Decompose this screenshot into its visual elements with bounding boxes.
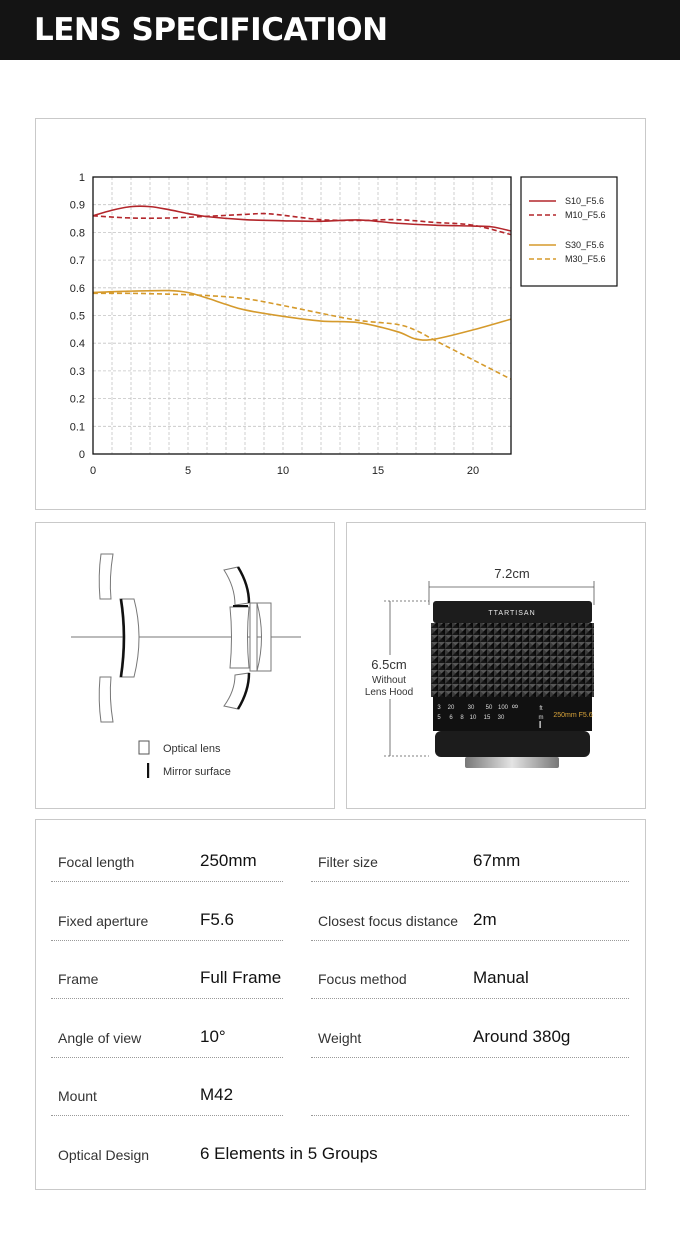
spec-value: M42 <box>200 1085 234 1105</box>
spec-value: Manual <box>473 968 529 988</box>
x-tick-label: 0 <box>89 465 97 477</box>
height-note-line-1: Without <box>372 675 406 686</box>
mirror-surface-label: Mirror surface <box>163 766 231 778</box>
scale-unit-m: m <box>538 715 544 721</box>
spec-divider <box>51 1115 283 1116</box>
scale-feet-mark: 20 <box>447 705 455 711</box>
spec-label: Closest focus distance <box>318 912 459 929</box>
x-tick-label: 20 <box>466 465 480 477</box>
spec-divider <box>311 940 629 941</box>
spec-value: Full Frame <box>200 968 282 988</box>
optical-diagram-panel <box>35 522 335 809</box>
spec-divider <box>51 940 283 941</box>
spec-label: Filter size <box>318 854 378 870</box>
scale-feet-mark: ∞ <box>511 701 519 711</box>
width-dimension-label: 7.2cm <box>494 566 530 581</box>
spec-divider <box>311 998 629 999</box>
y-tick-label: 0.5 <box>69 310 85 323</box>
spec-table <box>35 819 646 1190</box>
lens-brand-label: TTARTISAN <box>488 610 536 617</box>
spec-label: Focus method <box>318 971 407 988</box>
y-tick-label: 0.4 <box>69 338 85 351</box>
focus-index-mark <box>540 721 541 728</box>
mtf-chart-panel <box>35 118 646 510</box>
y-tick-label: 0.3 <box>69 365 85 378</box>
scale-meters-mark: 30 <box>497 715 505 721</box>
mtf-chart <box>36 119 645 509</box>
lens-focus-ring <box>431 623 594 697</box>
front-lower-lens-icon <box>99 677 113 722</box>
y-tick-label: 0.8 <box>69 227 85 240</box>
page-header <box>0 0 680 60</box>
spec-label: Mount <box>58 1088 97 1105</box>
lens-photo-panel <box>346 522 646 809</box>
spec-value: 2m <box>473 909 497 929</box>
spec-label: Focal length <box>58 854 135 870</box>
lens-model-label: 250mm F5.6 <box>553 712 593 719</box>
page-title: LENS SPECIFICATION <box>34 12 388 48</box>
spec-label: Frame <box>58 971 99 988</box>
spec-value: Around 380g <box>473 1026 571 1046</box>
rear-cemented-lens-icon <box>250 603 257 671</box>
scale-meters-mark: 15 <box>483 715 491 721</box>
scale-meters-mark: 6 <box>449 715 453 721</box>
spec-divider <box>51 881 283 882</box>
front-upper-lens-icon <box>99 554 113 599</box>
scale-feet-mark: 100 <box>497 705 509 711</box>
spec-value: 250mm <box>200 851 257 870</box>
y-tick-label: 0.1 <box>69 421 85 434</box>
spec-divider <box>311 1115 629 1116</box>
y-tick-label: 0.6 <box>69 282 85 295</box>
spec-label: Optical Design <box>58 1147 150 1163</box>
scale-meters-mark: 8 <box>460 715 464 721</box>
spec-divider <box>311 1057 629 1058</box>
scale-feet-mark: 50 <box>485 705 493 711</box>
y-tick-label: 0.9 <box>69 199 85 212</box>
optical-lens-label: Optical lens <box>163 743 221 755</box>
y-tick-label: 1 <box>78 172 85 184</box>
spec-divider <box>51 998 283 999</box>
spec-divider <box>311 881 629 882</box>
legend-label: M30_F5.6 <box>565 254 606 264</box>
y-tick-label: 0.2 <box>69 393 85 406</box>
optical-lens-icon <box>139 741 149 754</box>
spec-value: 67mm <box>473 851 521 870</box>
spec-value: 6 Elements in 5 Groups <box>200 1144 378 1163</box>
height-dimension-label: 6.5cm <box>371 657 407 672</box>
height-note-line-2: Lens Hood <box>364 687 414 698</box>
lens-mount <box>465 757 559 768</box>
spec-label: Weight <box>318 1029 362 1046</box>
lens-photo <box>347 523 645 808</box>
legend-label: S30_F5.6 <box>565 240 605 250</box>
optical-diagram <box>36 523 334 808</box>
y-tick-label: 0.7 <box>69 255 85 268</box>
legend-label: S10_F5.6 <box>565 196 605 206</box>
scale-feet-mark: 30 <box>467 705 475 711</box>
spec-value: F5.6 <box>200 909 235 929</box>
rear-element-lens-icon <box>230 607 249 668</box>
spec-label: Angle of view <box>58 1029 142 1046</box>
x-tick-label: 10 <box>276 465 290 477</box>
scale-meters-mark: 5 <box>437 715 441 721</box>
spec-divider <box>51 1057 283 1058</box>
legend-box <box>521 177 617 286</box>
lens-lower-barrel <box>435 731 590 757</box>
y-tick-label: 0 <box>78 449 85 461</box>
scale-meters-mark: 10 <box>469 715 477 721</box>
mirror-surface-icon <box>147 763 149 778</box>
scale-feet-mark: 3 <box>437 705 441 711</box>
x-tick-label: 15 <box>371 465 385 477</box>
scale-unit-ft: ft <box>539 706 543 712</box>
x-tick-label: 5 <box>184 465 192 477</box>
spec-value: 10° <box>200 1026 226 1046</box>
legend-label: M10_F5.6 <box>565 210 606 220</box>
spec-label: Fixed aperture <box>58 912 149 929</box>
